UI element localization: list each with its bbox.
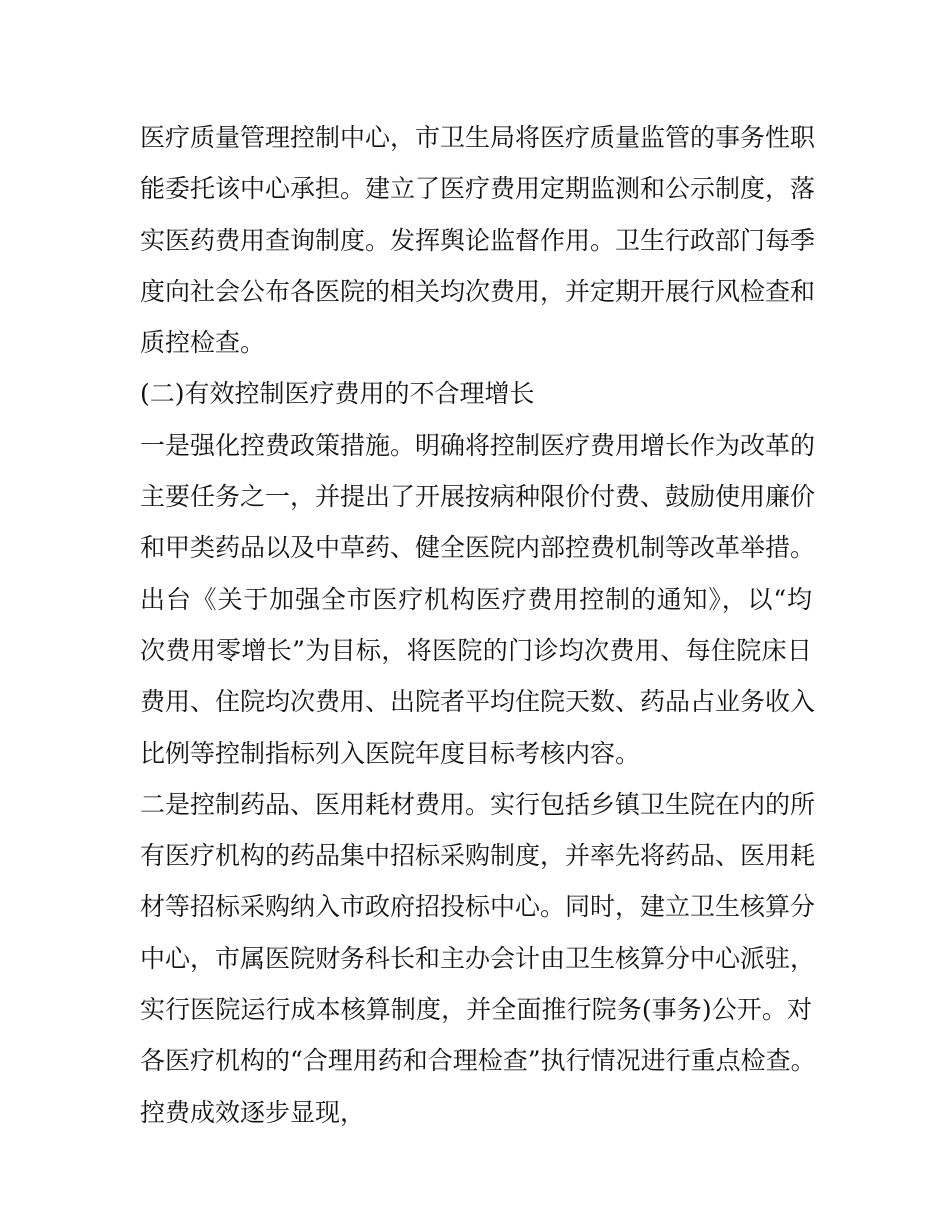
text-line-14: 二是控制药品、医用耗材费用。实行包括乡镇卫生院在内的所 <box>140 789 816 819</box>
text-line-13: 比例等控制指标列入医院年度目标考核内容。 <box>140 738 641 768</box>
text-line-16: 材等招标采购纳入市政府招投标中心。同时，建立卫生核算分 <box>140 892 816 922</box>
text-line-4: 度向社会公布各医院的相关均次费用，并定期开展行风检查和 <box>140 276 816 306</box>
text-line-18: 实行医院运行成本核算制度，并全面推行院务(事务)公开。对 <box>140 995 812 1025</box>
text-line-11: 次费用零增长”为目标，将医院的门诊均次费用、每住院床日 <box>140 635 812 665</box>
text-line-19: 各医疗机构的“合理用药和合理检查”执行情况进行重点检查。 <box>140 1046 816 1076</box>
text-line-3: 实医药费用查询制度。发挥舆论监督作用。卫生行政部门每季 <box>140 225 816 255</box>
text-line-15: 有医疗机构的药品集中招标采购制度，并率先将药品、医用耗 <box>140 841 816 871</box>
text-line-20: 控费成效逐步显现， <box>140 1097 366 1127</box>
text-line-10: 出台《关于加强全市医疗机构医疗费用控制的通知》，以“均 <box>140 584 812 614</box>
section-heading: (二)有效控制医疗费用的不合理增长 <box>140 379 535 409</box>
text-line-17: 中心，市属医院财务科长和主办会计由卫生核算分中心派驻， <box>140 943 816 973</box>
text-line-2: 能委托该中心承担。建立了医疗费用定期监测和公示制度，落 <box>140 174 816 204</box>
document-page <box>140 112 816 1138</box>
text-line-5: 质控检查。 <box>140 328 266 358</box>
text-line-9: 和甲类药品以及中草药、健全医院内部控费机制等改革举措。 <box>140 533 816 563</box>
text-line-12: 费用、住院均次费用、出院者平均住院天数、药品占业务收入 <box>140 687 816 717</box>
text-line-7: 一是强化控费政策措施。明确将控制医疗费用增长作为改革的 <box>140 430 816 460</box>
text-line-1: 医疗质量管理控制中心，市卫生局将医疗质量监管的事务性职 <box>140 123 816 152</box>
text-line-8: 主要任务之一，并提出了开展按病种限价付费、鼓励使用廉价 <box>140 482 816 512</box>
